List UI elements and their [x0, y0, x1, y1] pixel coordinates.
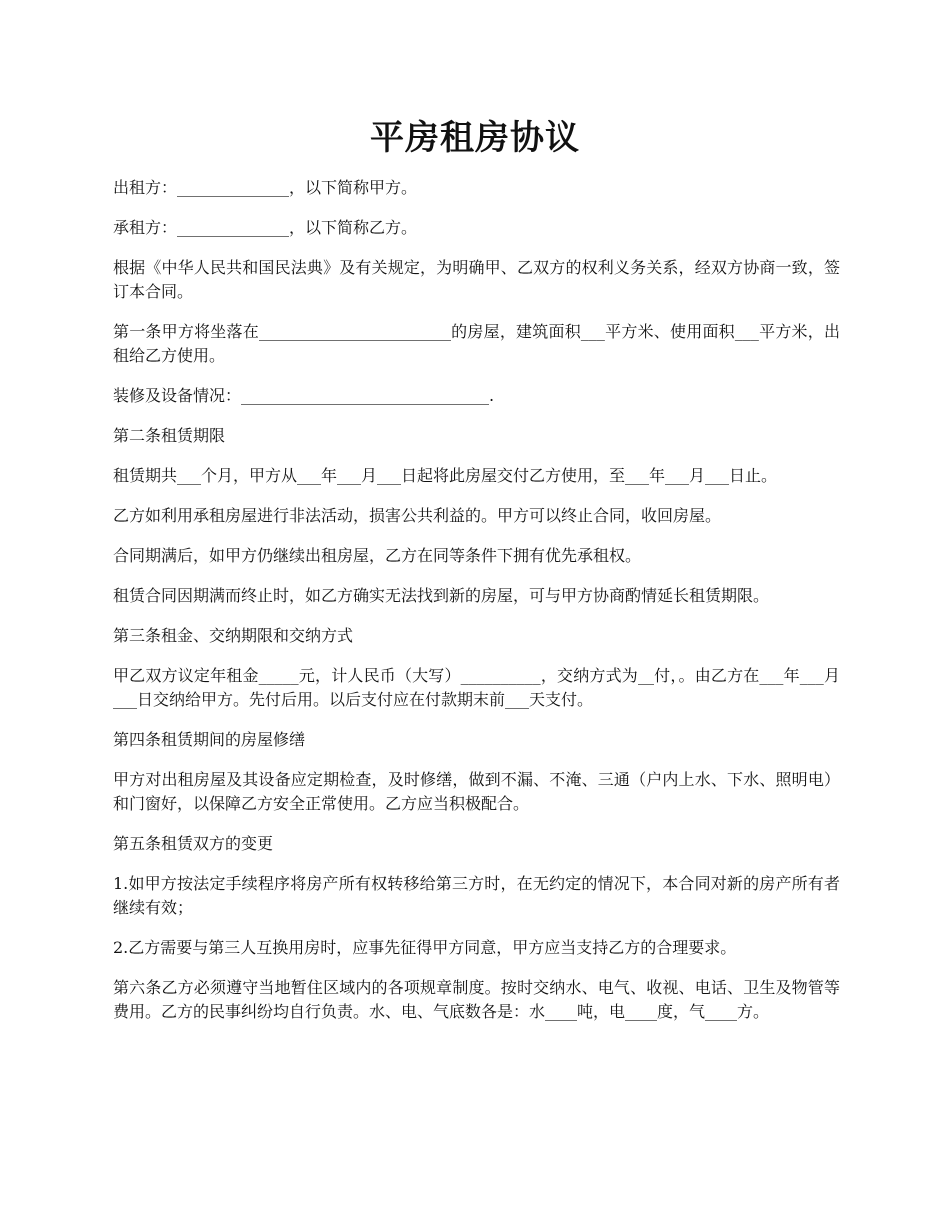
paragraph-lessor: 出租方：______________，以下简称甲方。: [113, 178, 418, 197]
heading-article-5: 第五条租赁双方的变更: [113, 834, 274, 853]
paragraph-repairs: 甲方对出租房屋及其设备应定期检查，及时修缮，做到不漏、不淹、三通（户内上水、下水、照明电）和门窗好，以保障乙方安全正常使用。乙方应当积极配合。: [113, 770, 840, 813]
paragraph-preamble: 根据《中华人民共和国民法典》及有关规定，为明确甲、乙双方的权利义务关系，经双方协商一致，签订本合同。: [113, 258, 840, 301]
paragraph-article-6: 第六条乙方必须遵守当地暂住区域内的各项规章制度。按时交纳水、电气、收视、电话、卫生及物管等费用。乙方的民事纠纷均自行负责。水、电、气底数各是：水____吨，电____度，气____方。: [113, 978, 840, 1021]
heading-article-3: 第三条租金、交纳期限和交纳方式: [113, 626, 354, 645]
paragraph-extension: 租赁合同因期满而终止时，如乙方确实无法找到新的房屋，可与甲方协商酌情延长租赁期限。: [113, 586, 770, 605]
paragraph-change-1: 1.如甲方按法定手续程序将房产所有权转移给第三方时，在无约定的情况下，本合同对新的房产所有者继续有效；: [113, 874, 840, 917]
heading-article-4: 第四条租赁期间的房屋修缮: [113, 730, 306, 749]
heading-article-2: 第二条租赁期限: [113, 426, 226, 445]
paragraph-article-1: 第一条甲方将坐落在________________________的房屋，建筑面积___平方米、使用面积___平方米，出租给乙方使用。: [113, 322, 840, 365]
paragraph-renewal-priority: 合同期满后，如甲方仍继续出租房屋，乙方在同等条件下拥有优先承租权。: [113, 546, 642, 565]
paragraph-decoration: 装修及设备情况：_______________________________.: [113, 386, 495, 405]
paragraph-lease-term: 租赁期共___个月，甲方从___年___月___日起将此房屋交付乙方使用，至___年___月___日止。: [113, 466, 778, 485]
paragraph-lessee: 承租方：______________，以下简称乙方。: [113, 218, 418, 237]
paragraph-illegal-use: 乙方如利用承租房屋进行非法活动，损害公共利益的。甲方可以终止合同，收回房屋。: [113, 506, 722, 525]
paragraph-change-2: 2.乙方需要与第三人互换用房时，应事先征得甲方同意，甲方应当支持乙方的合理要求。: [113, 938, 737, 957]
paragraph-rent: 甲乙双方议定年租金_____元，计人民币（大写）__________，交纳方式为__付，。由乙方在___年___月___日交纳给甲方。先付后用。以后支付应在付款期末前___天支付。: [113, 666, 840, 709]
document-title: 平房租房协议: [370, 118, 580, 158]
document-body: [113, 176, 840, 1040]
